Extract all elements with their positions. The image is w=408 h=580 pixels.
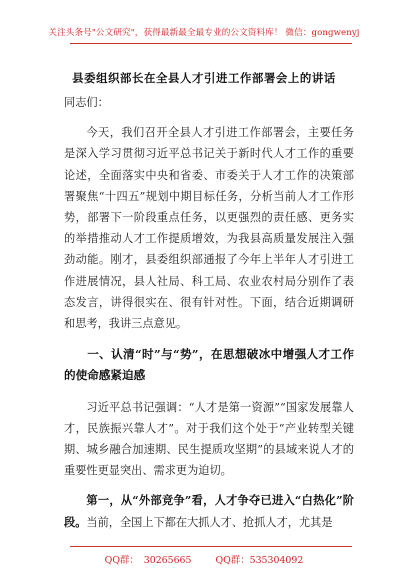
subsection-1-lead: 第一，从“外部竞争”看，人才争夺已进入“白热化”阶段。 <box>64 493 354 529</box>
section-1-paragraph: 习近平总书记强调：“人才是第一资源”“国家发展靠人才，民族振兴靠人才”。对于我们这个处于“产业转型关键期、城乡融合加速期、民生提质攻坚期”的县域来说人才的重要性更显突出、需求更为迫切。 <box>64 400 354 478</box>
footer <box>0 552 408 566</box>
header-banner: 关注头条号"公文研究"，获得最新最全最专业的公文资料库！ 微信：gongwenyj <box>48 28 360 38</box>
subsection-1-text: 当前，全国上下都在大抓人才、抢抓人才，尤其是 <box>86 515 333 529</box>
salutation: 同志们： <box>64 96 109 109</box>
intro-paragraph: 今天，我们召开全县人才引进工作部署会，主要任务是深入学习贯彻习近平总书记关于新时代人才工作的重要论述，全面落实中央和省委、市委关于人才工作的决策部署聚焦“十四五”规划中期目标任务，分析当前人才工作形势，部署下一阶段重点任务，以更强烈的责任感、更务实的举措推动人才工作提质增效，为我县高质量发展注入强劲动能。刚才，县委组织部通报了今年上半年人才引进工作进展情况，县人社局、科工局、农业农村局分别作了表态发言，讲得很实在、很有针对性。下面，结合近期调研和思考，我讲三点意见。 <box>64 126 354 331</box>
section-heading-1: 一、认清“时”与“势”，在思想破冰中增强人才工作的使命感紧迫感 <box>64 347 354 383</box>
subsection-1-paragraph <box>64 490 354 532</box>
header-divider <box>70 43 352 44</box>
footer-divider <box>70 546 352 547</box>
footer-qq-group-2: QQ群：535304092 <box>215 555 304 566</box>
document-title: 县委组织部长在全县人才引进工作部署会上的讲话 <box>72 71 336 85</box>
document-body <box>64 92 354 533</box>
footer-qq-group-1: QQ群： 30265665 <box>104 555 192 566</box>
